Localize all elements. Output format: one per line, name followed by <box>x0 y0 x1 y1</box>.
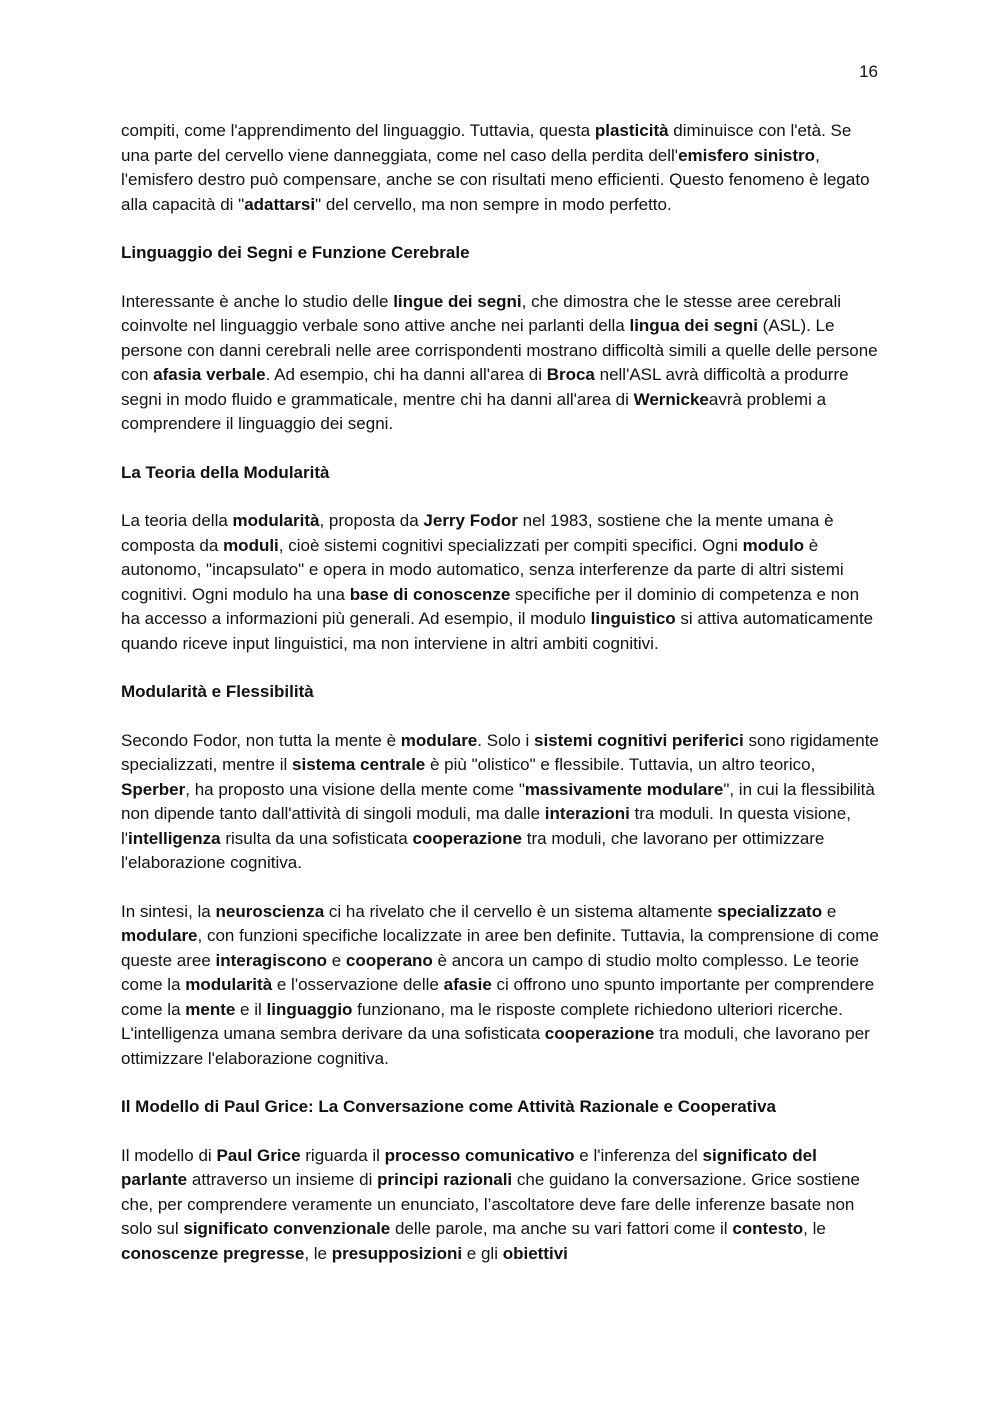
bold-term: interagiscono <box>215 950 327 970</box>
bold-term: modularità <box>185 975 273 994</box>
bold-term: Wernicke <box>633 389 709 409</box>
bold-term: cooperazione <box>544 1024 655 1043</box>
text-run: nell'ASL avrà difficoltà a produrre segni in modo fluido e grammaticale, mentre chi ha danni all'area di <box>121 365 849 409</box>
text-run: e gli <box>462 1243 503 1263</box>
bold-term: cooperano <box>345 950 433 970</box>
paragraph <box>121 900 881 1072</box>
document-body <box>121 119 881 1290</box>
bold-term: modulare <box>400 730 478 750</box>
text-run: Interessante è anche lo studio delle <box>121 291 394 311</box>
text-run: delle parole, ma anche su vari fattori come il <box>390 1219 733 1238</box>
bold-term: afasie <box>443 975 492 994</box>
text-run: Il Modello di Paul Grice: La Conversazione come Attività Razionale e Cooperativa <box>121 1097 776 1116</box>
section-heading <box>121 461 881 486</box>
text-run: si attiva automaticamente quando riceve input linguistici, ma non interviene in altri ambiti cognitivi. <box>121 609 874 653</box>
text-run: ci ha rivelato che il cervello è un sistema altamente <box>324 901 718 921</box>
bold-term: afasia verbale <box>153 365 266 384</box>
bold-term: linguaggio <box>266 999 353 1019</box>
text-run: tra moduli, che lavorano per ottimizzare l'elaborazione cognitiva. <box>121 1024 870 1068</box>
text-run: attraverso un insieme di <box>187 1170 378 1189</box>
text-run: ci offrono uno spunto importante per comprendere come la <box>121 975 875 1019</box>
bold-term: massivamente modulare <box>524 779 724 799</box>
bold-term: lingue dei segni <box>393 291 522 311</box>
text-run: ", in cui la flessibilità non dipende tanto dall'attività di singoli moduli, ma dalle <box>121 779 875 823</box>
bold-term: presupposizioni <box>331 1243 463 1263</box>
text-run: , cioè sistemi cognitivi specializzati per compiti specifici. Ogni <box>278 535 743 555</box>
bold-term: processo comunicativo <box>384 1145 575 1165</box>
bold-term: obiettivi <box>502 1243 568 1263</box>
text-run: Il modello di <box>121 1145 217 1165</box>
bold-term: cooperazione <box>412 828 523 848</box>
bold-term: modularità <box>232 511 320 530</box>
text-run: nel 1983, sostiene che la mente umana è composta da <box>121 511 834 555</box>
text-run: tra moduli. In questa visione, l' <box>121 804 851 848</box>
paragraph <box>121 1144 881 1267</box>
paragraph <box>121 119 881 217</box>
text-run: che guidano la conversazione. Grice sostiene che, per comprendere veramente un enunciato, l’ascoltatore deve fare delle inferenze basate non solo sul <box>121 1170 860 1238</box>
paragraph <box>121 729 881 876</box>
bold-term: Sperber <box>121 779 186 799</box>
text-run: e <box>326 950 346 970</box>
bold-term: significato convenzionale <box>183 1219 391 1238</box>
text-run: " del cervello, ma non sempre in modo perfetto. <box>315 194 672 214</box>
text-run: Linguaggio dei Segni e Funzione Cerebrale <box>121 243 470 262</box>
text-run: Secondo Fodor, non tutta la mente è <box>121 730 401 750</box>
text-run: è autonomo, "incapsulato" e opera in modo automatico, senza interferenze da parte di altri sistemi cognitivi. Ogni modulo ha una <box>121 535 844 604</box>
text-run: , le <box>304 1243 332 1263</box>
text-run: , proposta da <box>319 511 424 530</box>
text-run: e il <box>235 999 267 1019</box>
bold-term: base di conoscenze <box>349 584 511 604</box>
text-run: compiti, come l'apprendimento del linguaggio. Tuttavia, questa <box>121 121 595 140</box>
section-heading <box>121 241 881 266</box>
text-run: tra moduli, che lavorano per ottimizzare l'elaborazione cognitiva. <box>121 828 825 872</box>
bold-term: Broca <box>546 365 595 384</box>
text-run: diminuisce con l'età. Se una parte del cervello viene danneggiata, come nel caso della perdita dell' <box>121 121 852 165</box>
bold-term: contesto <box>732 1219 804 1238</box>
section-heading <box>121 680 881 705</box>
bold-term: sistemi cognitivi periferici <box>533 730 744 750</box>
text-run: specifiche per il dominio di competenza e non ha accesso a informazioni più generali. Ad esempio, il modulo <box>121 584 860 628</box>
bold-term: Jerry Fodor <box>423 511 518 530</box>
text-run: , l'emisfero destro può compensare, anche se con risultati meno efficienti. Questo fenomeno è legato alla capacità di " <box>121 145 870 214</box>
text-run: e <box>822 901 837 921</box>
bold-term: moduli <box>223 535 279 555</box>
bold-term: neuroscienza <box>215 901 325 921</box>
text-run: . Ad esempio, chi ha danni all'area di <box>265 365 547 384</box>
bold-term: adattarsi <box>244 194 316 214</box>
paragraph <box>121 290 881 437</box>
text-run: . Solo i <box>477 730 534 750</box>
bold-term: intelligenza <box>128 828 221 848</box>
text-run: funzionano, ma le risposte complete richiedono ulteriori ricerche. L'intelligenza umana sembra derivare da una sofisticata <box>121 999 843 1043</box>
text-run: sono rigidamente specializzati, mentre il <box>121 730 879 774</box>
text-run: , le <box>803 1219 826 1238</box>
bold-term: mente <box>185 999 236 1019</box>
bold-term: interazioni <box>544 804 630 823</box>
text-run: , ha proposto una visione della mente come " <box>185 779 525 799</box>
text-run: è ancora un campo di studio molto complesso. Le teorie come la <box>121 950 859 994</box>
bold-term: sistema centrale <box>292 755 426 774</box>
text-run: Modularità e Flessibilità <box>121 682 314 701</box>
text-run: , con funzioni specifiche localizzate in aree ben definite. Tuttavia, la comprensione di come queste aree <box>121 926 879 970</box>
bold-term: modulo <box>742 535 805 555</box>
text-run: (ASL). Le persone con danni cerebrali nelle aree corrispondenti mostrano difficoltà simili a quelle delle persone con <box>121 316 878 384</box>
bold-term: emisfero sinistro <box>678 145 816 165</box>
text-run: è più "olistico" e flessibile. Tuttavia, un altro teorico, <box>425 755 816 774</box>
bold-term: significato del parlante <box>121 1145 817 1189</box>
bold-term: linguistico <box>590 609 676 628</box>
paragraph <box>121 509 881 656</box>
text-run: , che dimostra che le stesse aree cerebrali coinvolte nel linguaggio verbale sono attive anche nei parlanti della <box>121 291 842 335</box>
section-heading <box>121 1095 881 1120</box>
text-run: avrà problemi a comprendere il linguaggio dei segni. <box>121 389 827 433</box>
bold-term: modulare <box>121 926 198 945</box>
bold-term: principi razionali <box>377 1170 513 1189</box>
text-run: risulta da una sofisticata <box>220 828 413 848</box>
bold-term: plasticità <box>594 121 669 140</box>
bold-term: conoscenze pregresse <box>121 1243 305 1263</box>
bold-term: lingua dei segni <box>629 316 758 335</box>
page-number: 16 <box>859 62 878 81</box>
text-run: e l'osservazione delle <box>272 975 444 994</box>
bold-term: Paul Grice <box>216 1145 301 1165</box>
text-run: La Teoria della Modularità <box>121 462 330 482</box>
bold-term: specializzato <box>717 901 823 921</box>
text-run: In sintesi, la <box>121 901 216 921</box>
text-run: e l'inferenza del <box>574 1145 703 1165</box>
text-run: riguarda il <box>300 1145 385 1165</box>
text-run: La teoria della <box>121 511 233 530</box>
